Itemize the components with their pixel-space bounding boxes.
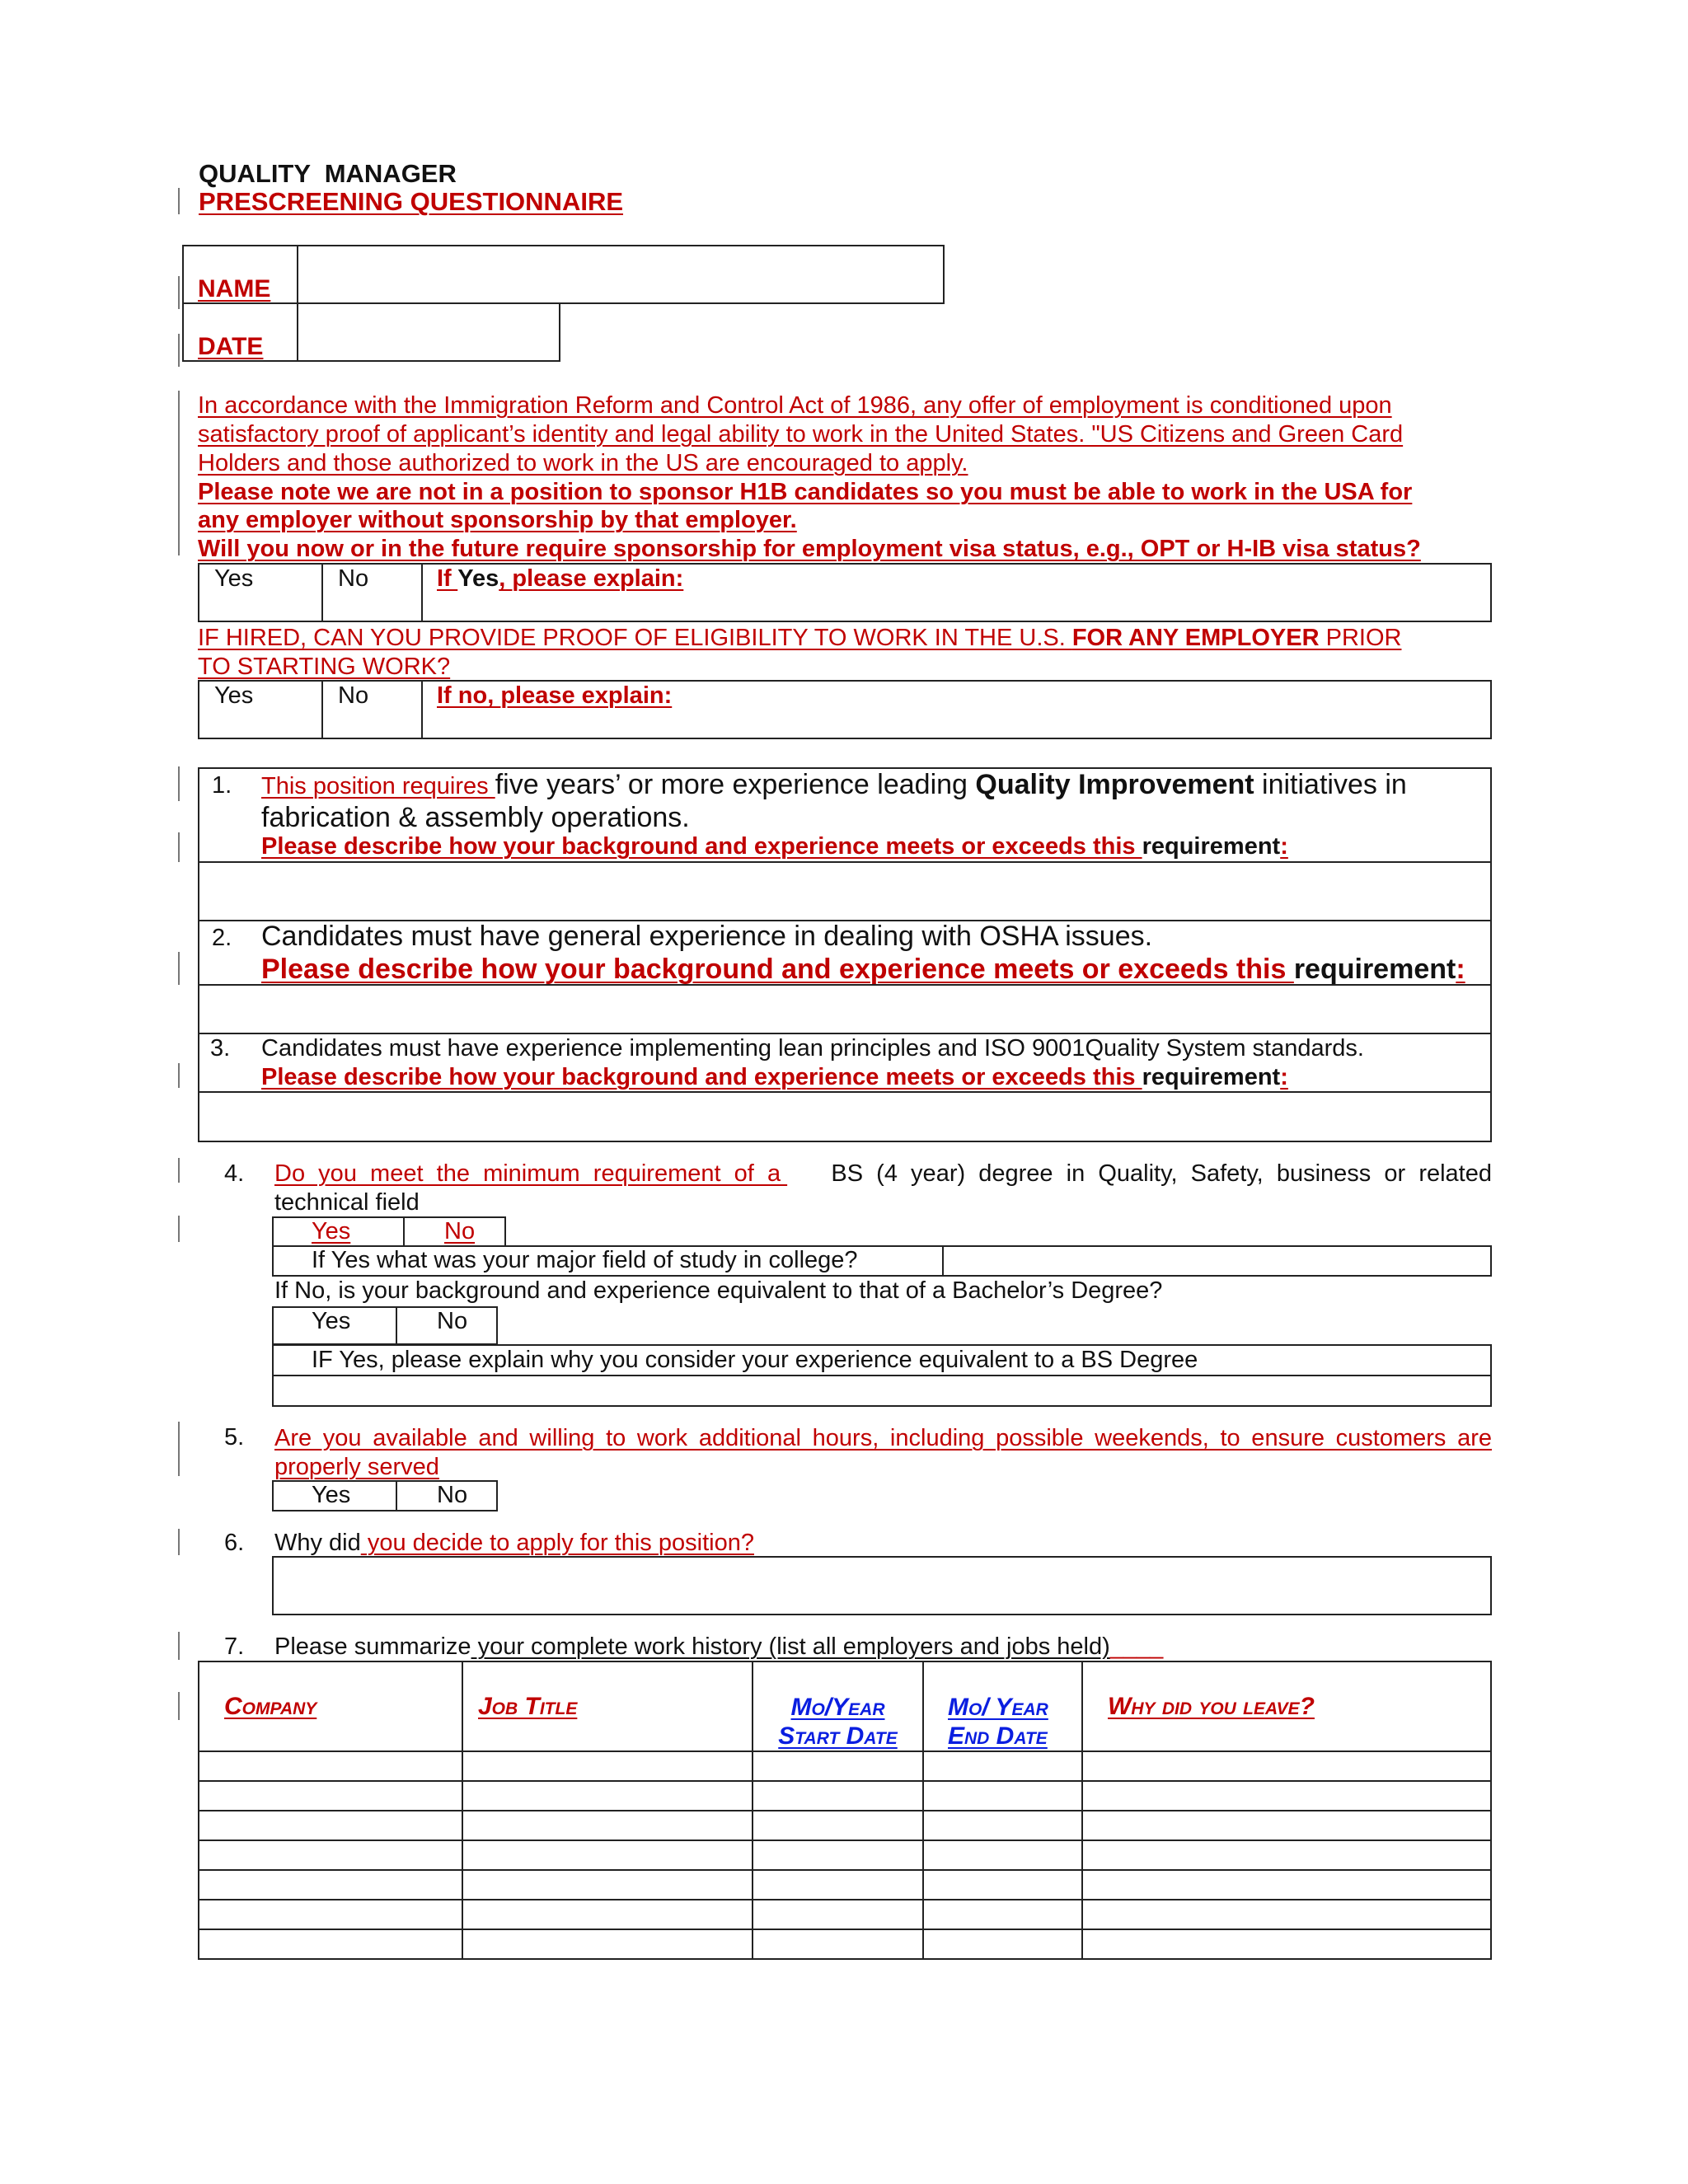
header-company <box>199 1661 462 1751</box>
explain-yes: Yes <box>457 565 499 592</box>
q4-explain-answer-field[interactable] <box>275 1378 1489 1404</box>
cell-divider <box>321 563 323 622</box>
q4-lead: Do you meet the minimum requirement of a <box>274 1160 788 1187</box>
work-history-table <box>198 1661 1492 1960</box>
sponsorship-answer-row <box>198 563 1492 622</box>
end-date-cell[interactable] <box>923 1840 1082 1870</box>
eligibility-answer-row <box>198 680 1492 739</box>
reason-cell[interactable] <box>1082 1870 1491 1900</box>
row-divider <box>198 1091 1492 1093</box>
cell-divider <box>321 680 323 739</box>
date-field[interactable] <box>300 306 557 359</box>
sponsorship-no-option[interactable]: No <box>338 565 369 592</box>
explain-if: If <box>437 565 458 592</box>
header-end-date-label: End Date <box>948 1722 1048 1750</box>
cell-divider <box>396 1480 397 1511</box>
header-job-title-label: Job Title <box>478 1693 578 1720</box>
cell-divider <box>942 1245 944 1277</box>
question-3-describe <box>261 1064 1288 1091</box>
end-date-cell[interactable] <box>923 1781 1082 1811</box>
q1-lead: This position requires <box>261 773 495 799</box>
q1-requirement: requirement <box>1142 833 1281 860</box>
question-2-answer-field[interactable] <box>201 987 1489 1031</box>
q3-colon: : <box>1280 1064 1288 1090</box>
end-date-cell[interactable] <box>923 1870 1082 1900</box>
header-job-title <box>462 1661 753 1751</box>
q4-rest: BS (4 year) degree in Quality, Safety, business or related <box>831 1160 1492 1187</box>
q1-text-b: initiatives in <box>1254 769 1407 800</box>
q6-lead: Why did <box>274 1530 361 1556</box>
explain-rest: , please explain: <box>499 565 684 592</box>
q1-colon: : <box>1280 833 1288 860</box>
end-date-cell[interactable] <box>923 1751 1082 1781</box>
company-cell[interactable] <box>199 1781 462 1811</box>
change-bar <box>178 952 180 985</box>
question-1-number: 1. <box>212 772 232 799</box>
sponsorship-explain-label <box>437 565 683 593</box>
q3-describe: Please describe how your background and experience meets or exceeds this <box>261 1064 1142 1090</box>
q6-answer-field[interactable] <box>272 1556 1492 1615</box>
start-date-cell[interactable] <box>753 1781 923 1811</box>
end-date-cell[interactable] <box>923 1929 1082 1959</box>
q4-explain-label: IF Yes, please explain why you consider your experience equivalent to a BS Degree <box>312 1347 1198 1373</box>
cell-divider <box>421 563 423 622</box>
question-3-number: 3. <box>210 1035 231 1062</box>
eligibility-question-line: TO STARTING WORK? <box>198 654 451 680</box>
change-bar <box>178 1422 180 1476</box>
end-date-cell[interactable] <box>923 1900 1082 1929</box>
question-4-text <box>274 1160 1492 1188</box>
question-6-text <box>274 1530 754 1557</box>
document-title: QUALITY MANAGER <box>199 159 457 188</box>
document-subtitle: PRESCREENING QUESTIONNAIRE <box>199 187 624 216</box>
q7-lead: Please summarize <box>274 1633 471 1660</box>
question-1-text-line2: fabrication & assembly operations. <box>261 802 690 833</box>
start-date-cell[interactable] <box>753 1929 923 1959</box>
question-2-describe <box>261 954 1465 986</box>
q4-equivalent-no-option[interactable]: No <box>437 1308 468 1334</box>
table-row <box>199 1781 1491 1811</box>
start-date-cell[interactable] <box>753 1900 923 1929</box>
date-label: DATE <box>198 333 264 360</box>
change-bar <box>178 832 180 862</box>
cell-divider <box>421 680 423 739</box>
eligibility-explain-label: If no, please explain: <box>437 682 673 709</box>
change-bar <box>178 188 180 214</box>
end-date-cell[interactable] <box>923 1811 1082 1840</box>
question-1-answer-field[interactable] <box>201 865 1489 918</box>
eligibility-c: PRIOR <box>1319 625 1402 651</box>
q4-no-option[interactable]: No <box>444 1218 476 1244</box>
table-row <box>199 1811 1491 1840</box>
q1-text-a: five years’ or more experience leading <box>495 769 976 800</box>
header-end-mo-year: Mo/ Year <box>948 1694 1048 1721</box>
table-row <box>199 1870 1491 1900</box>
job-title-cell[interactable] <box>462 1870 753 1900</box>
row-divider <box>198 861 1492 863</box>
q5-yes-option[interactable]: Yes <box>312 1482 351 1508</box>
q4-major-answer-field[interactable] <box>945 1249 1489 1273</box>
question-5-number: 5. <box>224 1424 245 1451</box>
reason-cell[interactable] <box>1082 1929 1491 1959</box>
q4-equivalent-question: If No, is your background and experience equivalent to that of a Bachelor’s Degree? <box>274 1277 1163 1304</box>
change-bar <box>178 1216 180 1242</box>
q2-describe: Please describe how your background and experience meets or exceeds this <box>261 954 1294 985</box>
header-end-date <box>923 1661 1082 1751</box>
name-field[interactable] <box>300 248 941 301</box>
question-2-text: Candidates must have general experience in dealing with OSHA issues. <box>261 921 1153 952</box>
job-title-cell[interactable] <box>462 1751 753 1781</box>
job-title-cell[interactable] <box>462 1811 753 1840</box>
sponsor-note-line: any employer without sponsorship by that employer. <box>198 507 797 533</box>
reason-cell[interactable] <box>1082 1900 1491 1929</box>
question-5-text-line: properly served <box>274 1454 439 1480</box>
change-bar <box>178 1632 180 1660</box>
company-cell[interactable] <box>199 1870 462 1900</box>
change-bar <box>178 766 180 801</box>
table-row <box>199 1929 1491 1959</box>
q4-major-question: If Yes what was your major field of study in college? <box>312 1247 858 1273</box>
intro-text-line: Holders and those authorized to work in the US are encouraged to apply. <box>198 450 968 476</box>
start-date-cell[interactable] <box>753 1870 923 1900</box>
reason-cell[interactable] <box>1082 1840 1491 1870</box>
eligibility-no-option[interactable]: No <box>338 682 369 709</box>
q7-trail: ____ <box>1109 1633 1164 1660</box>
q1-bold: Quality Improvement <box>975 769 1254 800</box>
sponsor-note-line: Please note we are not in a position to sponsor H1B candidates so you must be able to work in the USA for <box>198 479 1413 505</box>
sponsorship-yes-option[interactable]: Yes <box>214 565 254 592</box>
company-cell[interactable] <box>199 1900 462 1929</box>
question-5-text-line: Are you available and willing to work additional hours, including possible weekends, to ensure customers are <box>274 1425 1492 1451</box>
q4-yes-option[interactable]: Yes <box>312 1218 351 1244</box>
company-cell[interactable] <box>199 1929 462 1959</box>
eligibility-question-line <box>198 624 1401 653</box>
job-title-cell[interactable] <box>462 1900 753 1929</box>
q1-describe: Please describe how your background and experience meets or exceeds this <box>261 833 1142 860</box>
table-row <box>199 1900 1491 1929</box>
question-3-text: Candidates must have experience implementing lean principles and ISO 9001Quality System standards. <box>261 1035 1364 1062</box>
company-cell[interactable] <box>199 1751 462 1781</box>
table-row <box>199 1840 1491 1870</box>
reason-cell[interactable] <box>1082 1781 1491 1811</box>
reason-cell[interactable] <box>1082 1811 1491 1840</box>
job-title-cell[interactable] <box>462 1929 753 1959</box>
question-3-answer-field[interactable] <box>201 1094 1489 1139</box>
eligibility-a: IF HIRED, CAN YOU PROVIDE PROOF OF ELIGIBILITY TO WORK IN THE U.S. <box>198 625 1072 651</box>
sponsorship-question: Will you now or in the future require sponsorship for employment visa status, e.g., OPT or H-IB visa status? <box>198 536 1421 562</box>
change-bar <box>178 1529 180 1555</box>
job-title-cell[interactable] <box>462 1781 753 1811</box>
change-bar <box>178 276 180 309</box>
q5-no-option[interactable]: No <box>437 1482 468 1508</box>
question-7-text <box>274 1633 1163 1661</box>
question-4-number: 4. <box>224 1160 245 1187</box>
change-bar <box>178 391 180 555</box>
change-bar <box>178 1692 180 1720</box>
company-cell[interactable] <box>199 1840 462 1870</box>
reason-cell[interactable] <box>1082 1751 1491 1781</box>
row-divider <box>272 1375 1492 1376</box>
q2-requirement: requirement <box>1293 954 1456 985</box>
header-start-mo-year: Mo/Year <box>790 1694 885 1721</box>
start-date-cell[interactable] <box>753 1811 923 1840</box>
table-row <box>199 1751 1491 1781</box>
intro-text-line: In accordance with the Immigration Reform and Control Act of 1986, any offer of employment is conditioned upon <box>198 392 1392 419</box>
eligibility-b: FOR ANY EMPLOYER <box>1071 625 1320 651</box>
q7-rest: your complete work history (list all employers and jobs held) <box>471 1633 1110 1660</box>
header-reason-label: Why did you leave? <box>1108 1693 1315 1720</box>
header-reason <box>1082 1661 1491 1751</box>
change-bar <box>178 1158 180 1183</box>
question-1-describe <box>261 833 1288 860</box>
question-6-number: 6. <box>224 1530 245 1556</box>
cell-divider <box>403 1216 405 1247</box>
header-start-date-label: Start Date <box>778 1722 898 1750</box>
change-bar <box>178 1063 180 1088</box>
header-start-date <box>753 1661 923 1751</box>
header-company-label: Company <box>224 1693 317 1720</box>
question-7-number: 7. <box>224 1633 245 1660</box>
work-history-header-row <box>199 1661 1491 1751</box>
q2-colon: : <box>1456 954 1465 985</box>
job-title-cell[interactable] <box>462 1840 753 1870</box>
name-label: NAME <box>198 275 271 302</box>
q3-requirement: requirement <box>1142 1064 1281 1090</box>
question-2-number: 2. <box>212 925 232 951</box>
question-1-text <box>261 769 1407 801</box>
start-date-cell[interactable] <box>753 1840 923 1870</box>
q6-rest: you decide to apply for this position? <box>360 1530 754 1556</box>
eligibility-yes-option[interactable]: Yes <box>214 682 254 709</box>
change-bar <box>178 334 180 367</box>
company-cell[interactable] <box>199 1811 462 1840</box>
start-date-cell[interactable] <box>753 1751 923 1781</box>
intro-text-line: satisfactory proof of applicant’s identity and legal ability to work in the United States. "US Citizens and Green Card <box>198 421 1404 448</box>
cell-divider <box>396 1306 397 1345</box>
question-4-text-line2: technical field <box>274 1189 420 1216</box>
q4-equivalent-yes-option[interactable]: Yes <box>312 1308 351 1334</box>
